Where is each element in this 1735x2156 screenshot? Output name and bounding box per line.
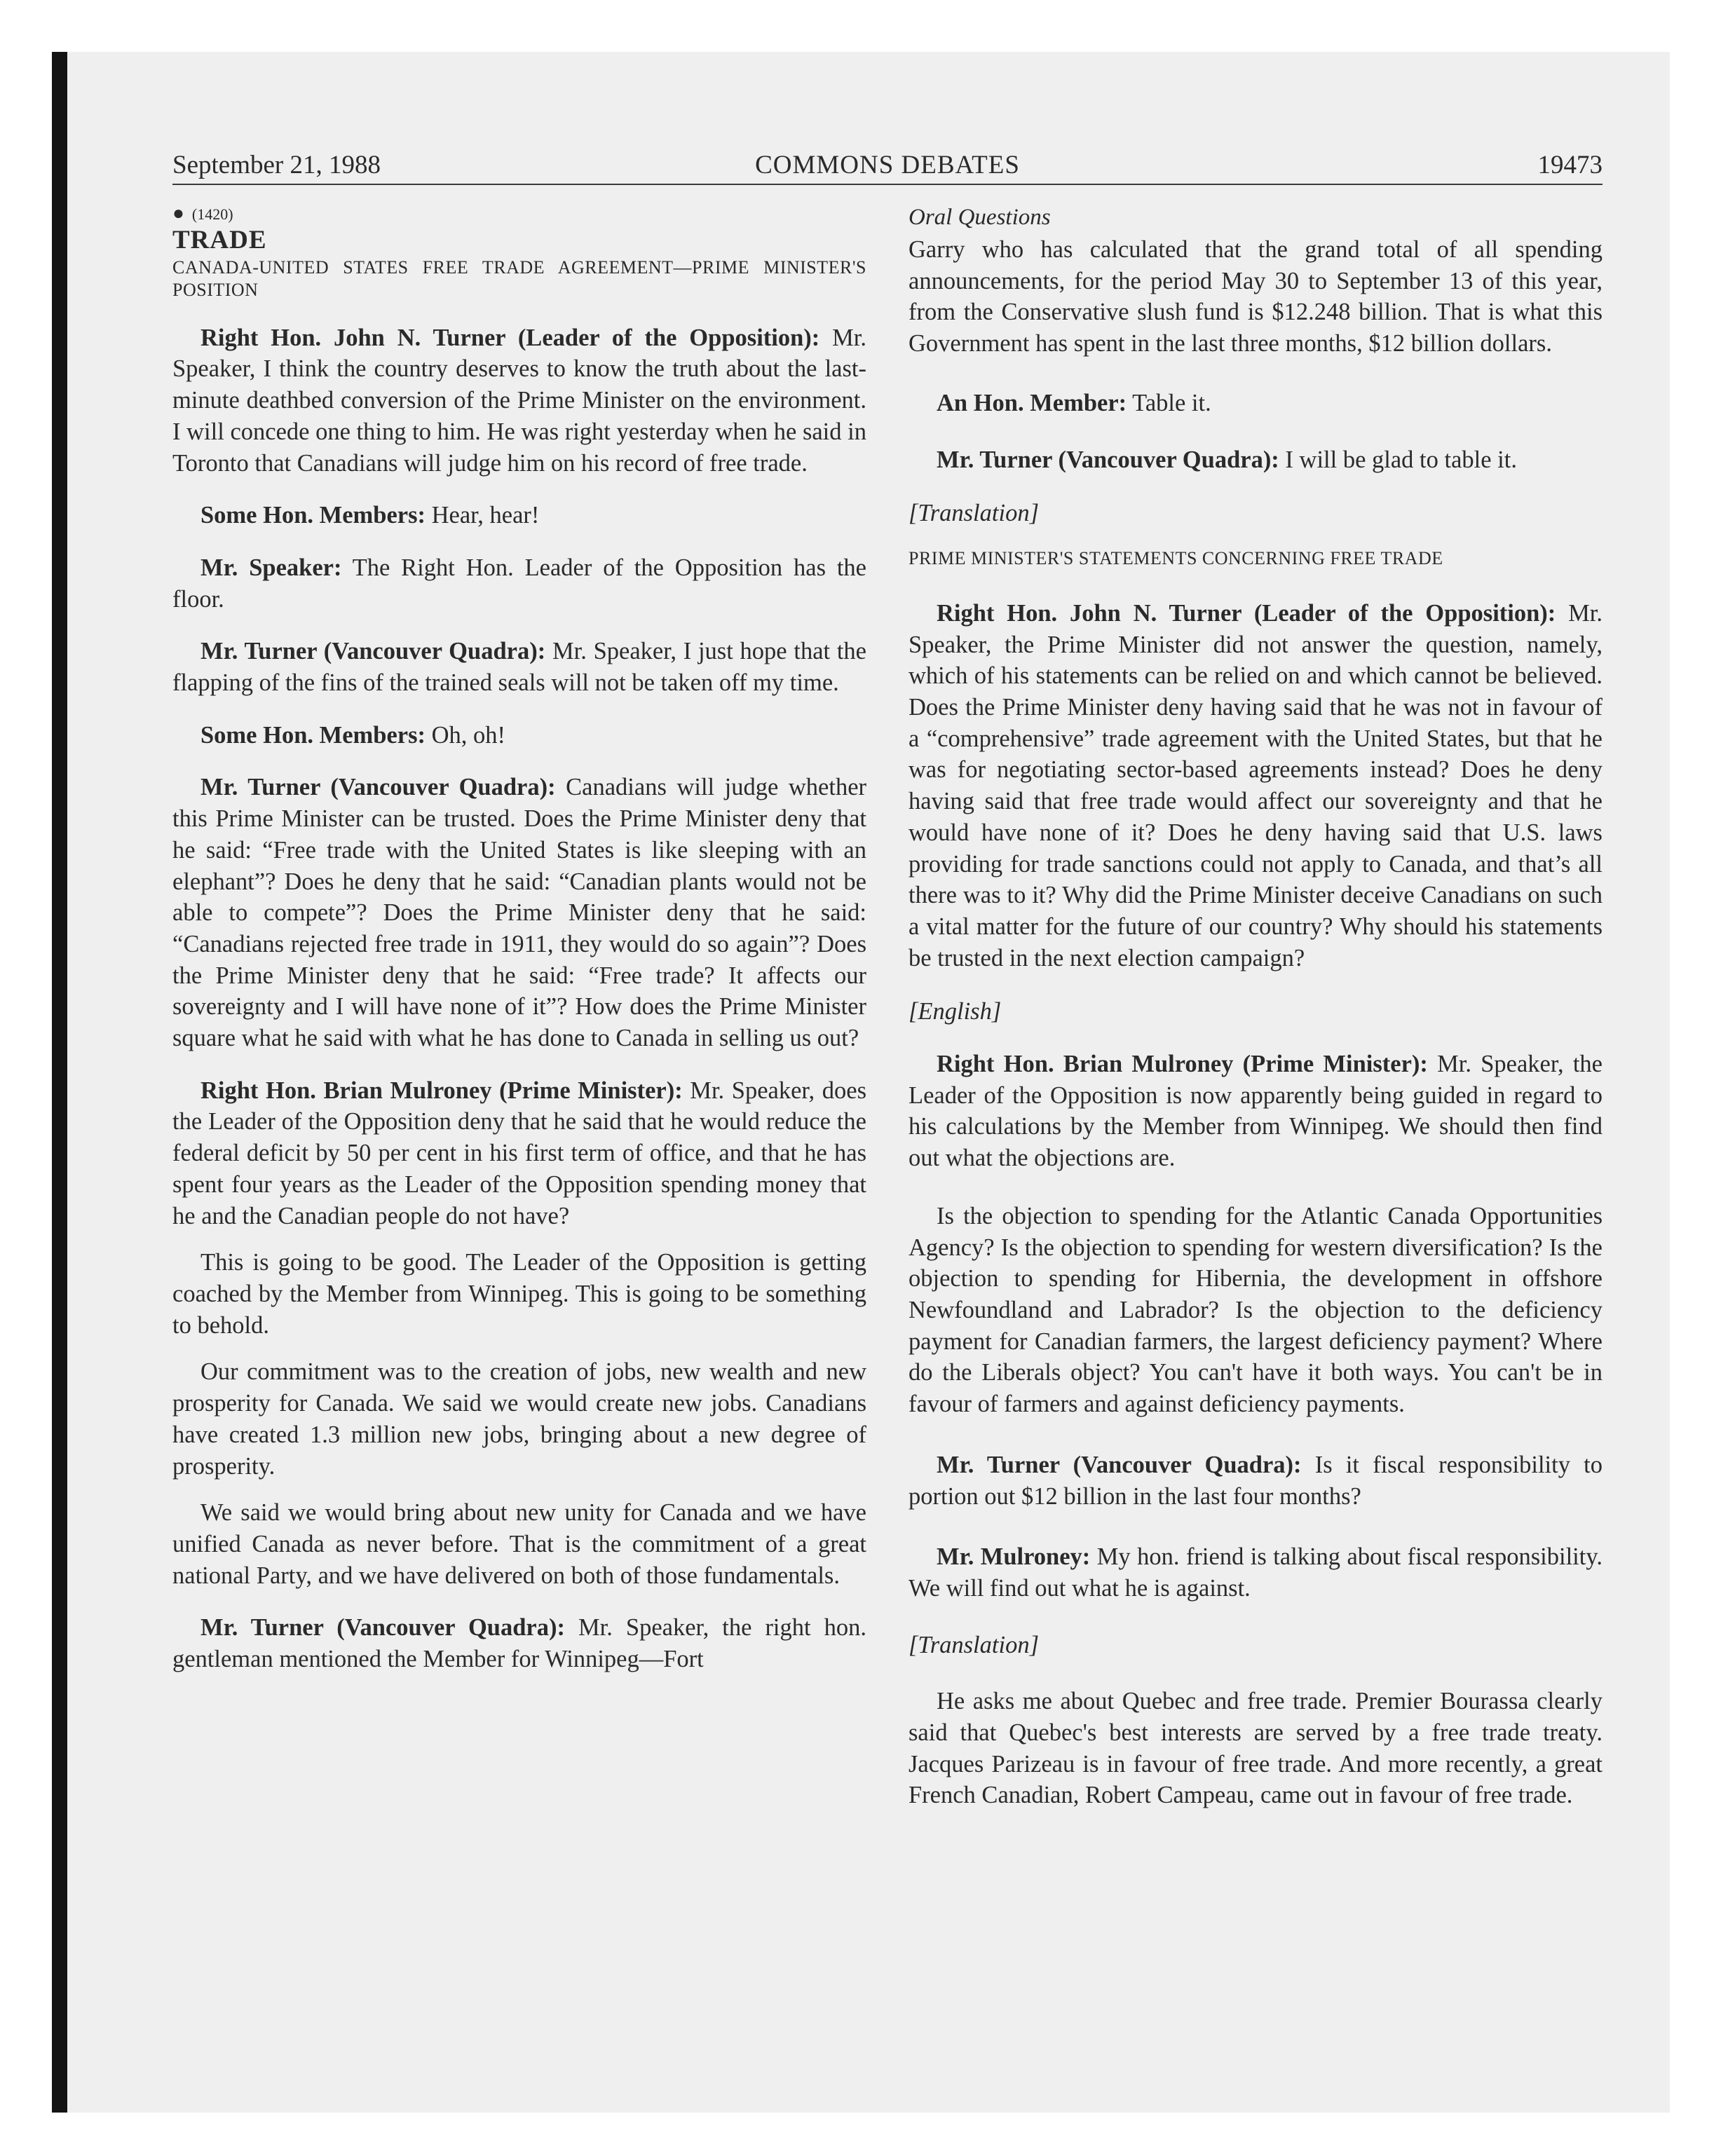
speech-text: I will be glad to table it.: [1279, 446, 1517, 473]
right-paragraph-1: Garry who has calculated that the grand total of all spending announcements, for the period May 30 to September 13 of this year, from the Conservative slush fund is $12.248 billion. That is what this Government has spent in the last three months, $12 billion dollars.: [909, 236, 1603, 357]
translation-tag: [Translation]: [909, 1631, 1039, 1658]
right-paragraph-8: [909, 1541, 1603, 1604]
left-paragraph-8: This is going to be good. The Leader of the Opposition is getting coached by the Member from Winnipeg. This is going to be something to behold.: [172, 1249, 866, 1339]
bullet-icon: ●: [172, 203, 184, 224]
right-subhead: PRIME MINISTER'S STATEMENTS CONCERNING FREE TRADE: [909, 547, 1443, 568]
right-column: [909, 203, 1603, 1811]
english-tag: [English]: [909, 998, 1002, 1025]
header-publication: COMMONS DEBATES: [755, 151, 1020, 179]
left-paragraph-7: [172, 1075, 866, 1232]
speech-text: Mr. Speaker, I just hope that the flapping of the fins of the trained seals will not be taken off my time.: [172, 638, 866, 697]
speech-text: Mr. Speaker, the Leader of the Opposition is now apparently being guided in regard to his calculations by the Member from Winnipeg. We should then find out what the objections are.: [909, 1051, 1603, 1172]
left-paragraph-10: We said we would bring about new unity for Canada and we have unified Canada as never before. That is the commitment of a great national Party, and we have delivered on both of those fundamentals.: [172, 1499, 866, 1589]
left-paragraph-5: [172, 720, 866, 751]
speech-text: Canadians will judge whether this Prime Minister can be trusted. Does the Prime Minister deny that he said: “Free trade with the United States is like sleeping with an elephant”? Does he deny that he said: “Canadian plants would not be able to compete”? Does the Prime Minister deny that he said: “Canadians rejected free trade in 1911, they would do so again”? Does the Prime Minister deny that he said: “Free trade? It affects our sovereignty and I will have none of it”? How does the Prime Minister square what he said with what he has done to Canada in selling us out?: [172, 774, 866, 1052]
translation-tag: [Translation]: [909, 500, 1039, 527]
left-paragraph-1: [172, 322, 866, 479]
book-spine-shadow: [52, 52, 67, 2113]
speech-text: Is it fiscal responsibility to portion out $12 billion in the last four months?: [909, 1451, 1603, 1510]
header-page-number: 19473: [1537, 151, 1603, 179]
right-paragraph-3: [909, 444, 1603, 476]
speaker-name: Some Hon. Members:: [200, 502, 426, 529]
speech-text: Table it.: [1127, 389, 1211, 416]
left-paragraph-4: [172, 636, 866, 698]
right-paragraph-4: [909, 598, 1603, 974]
speaker-name: Right Hon. Brian Mulroney (Prime Minister):: [200, 1077, 683, 1104]
section-title: TRADE: [172, 226, 267, 254]
header-rule: [172, 184, 1603, 185]
right-paragraph-7: [909, 1449, 1603, 1512]
header-date: September 21, 1988: [172, 151, 381, 179]
left-subhead: CANADA-UNITED STATES FREE TRADE AGREEMENT—PRIME MINISTER'S POSITION: [172, 257, 866, 300]
right-paragraph-9: He asks me about Quebec and free trade. Premier Bourassa clearly said that Quebec's best interests are served by a free trade treaty. Jacques Parizeau is in favour of free trade. And more recently, a great French Canadian, Robert Campeau, came out in favour of free trade.: [909, 1688, 1603, 1809]
left-paragraph-9: Our commitment was to the creation of jobs, new wealth and new prosperity for Canada. We said we would create new jobs. Canadians have created 1.3 million new jobs, bringing about a new degree of prosperity.: [172, 1358, 866, 1480]
left-paragraph-11: [172, 1612, 866, 1674]
speaker-name: Some Hon. Members:: [200, 721, 426, 749]
speaker-name: Right Hon. John N. Turner (Leader of the Opposition):: [937, 599, 1556, 627]
left-paragraph-2: [172, 500, 866, 531]
speech-text: Oh, oh!: [425, 721, 506, 749]
left-paragraph-6: [172, 772, 866, 1053]
speaker-name: Mr. Speaker:: [200, 554, 342, 581]
speaker-name: Mr. Turner (Vancouver Quadra):: [937, 446, 1279, 473]
speech-text: The Right Hon. Leader of the Opposition has the floor.: [172, 554, 866, 613]
time-marker-text: (1420): [191, 205, 233, 223]
speech-text: Mr. Speaker, I think the country deserves to know the truth about the last-minute deathbed conversion of the Prime Minister on the environment. I will concede one thing to him. He was right yesterday when he said in Toronto that Canadians will judge him on his record of free trade.: [172, 324, 867, 477]
speaker-name: An Hon. Member:: [937, 389, 1127, 416]
right-paragraph-6: Is the objection to spending for the Atlantic Canada Opportunities Agency? Is the objection to spending for western diversification? Is the objection to spending for Hibernia, the development in offshore Newfoundland and Labrador? Is the objection to the deficiency payment for Canadian farmers, the largest deficiency payment? Where do the Liberals object? You can't have it both ways. You can't be in favour of farmers and against deficiency payments.: [909, 1202, 1603, 1418]
speech-text: Mr. Speaker, does the Leader of the Opposition deny that he said that he would reduce the federal deficit by 50 per cent in his first term of office, and that he has spent four years as the Leader of the Opposition spending money that he and the Canadian people do not have?: [172, 1077, 866, 1229]
speech-text: My hon. friend is talking about fiscal responsibility. We will find out what he is against.: [909, 1543, 1603, 1602]
right-paragraph-5: [909, 1049, 1603, 1174]
running-head: Oral Questions: [909, 205, 1051, 230]
speaker-name: Mr. Turner (Vancouver Quadra):: [200, 1614, 565, 1642]
speaker-name: Right Hon. Brian Mulroney (Prime Minister):: [937, 1051, 1428, 1078]
speech-text: Hear, hear!: [425, 502, 540, 529]
speaker-name: Mr. Turner (Vancouver Quadra):: [200, 638, 546, 665]
speaker-name: Mr. Turner (Vancouver Quadra):: [937, 1451, 1302, 1478]
speech-text: Mr. Speaker, the right hon. gentleman mentioned the Member for Winnipeg—Fort: [172, 1614, 866, 1673]
speaker-name: Mr. Turner (Vancouver Quadra):: [200, 774, 556, 801]
left-column: [172, 203, 866, 1675]
right-paragraph-2: [909, 388, 1603, 419]
time-marker: [172, 203, 866, 225]
speech-text: Mr. Speaker, the Prime Minister did not answer the question, namely, which of his statements can be relied on and which cannot be believed. Does the Prime Minister deny having said that he was not in favour of a “comprehensive” trade agreement with the United States, but that he was for negotiating sector-based agreements instead? Does he deny having said that free trade would affect our sovereignty and that he would have none of it? Does he deny having said that U.S. laws providing for trade sanctions could not apply to Canada, and that’s all there was to it? Why did the Prime Minister deceive Canadians on such a vital matter for the future of our country? Why should his statements be trusted in the next election campaign?: [909, 599, 1603, 971]
speaker-name: Mr. Mulroney:: [937, 1543, 1091, 1571]
speaker-name: Right Hon. John N. Turner (Leader of the Opposition):: [200, 324, 820, 351]
left-paragraph-3: [172, 552, 866, 615]
